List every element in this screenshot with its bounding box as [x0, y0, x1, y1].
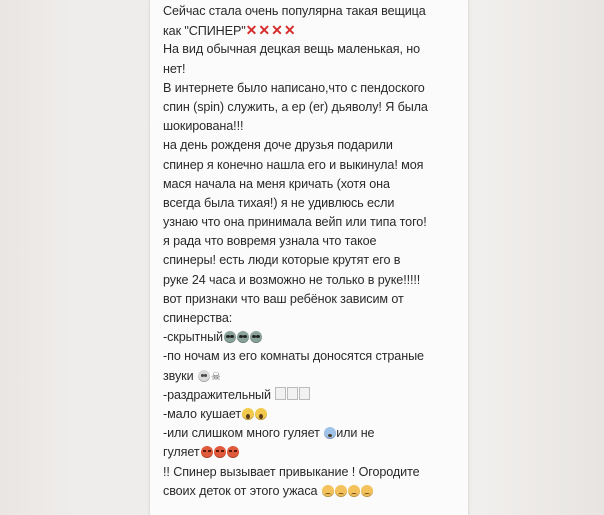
post-line [163, 98, 463, 117]
alien-emoji-icon [250, 331, 262, 343]
post-line [163, 136, 463, 155]
post-line-text: гуляет [163, 445, 200, 460]
sad-emoji-icon [361, 485, 373, 497]
post-line-text: спинеры! есть люди которые крутят его в [163, 253, 401, 268]
post-line-text: -раздражительный [163, 387, 275, 402]
post-line-text: звуки [163, 368, 197, 383]
angry-emoji-icon [227, 446, 239, 458]
alien-emoji-icon [224, 331, 236, 343]
post-line [163, 117, 463, 136]
post-line-text: нет! [163, 61, 186, 76]
post-line [163, 251, 463, 270]
post-line [163, 60, 463, 79]
red-cross-icons: ✕✕✕✕ [245, 22, 297, 39]
post-line-text: спин (spin) служить, а ер (er) дьяволу! Я была [163, 99, 428, 114]
angry-emoji-icon [214, 446, 226, 458]
post-line [163, 175, 463, 194]
post-line-text: всегда была тихая!) я не удивлюсь если [163, 195, 395, 210]
post-line-text: как "СПИНЕР" [163, 24, 246, 39]
post-line-text: Сейчас стала очень популярна такая вещица [163, 4, 426, 18]
post-text [163, 2, 463, 501]
post-line-text: !! Спинер вызывает привыкание ! Огородите [163, 464, 420, 479]
post-line-text: я рада что вовремя узнала что такое [163, 234, 377, 249]
post-line-text: своих деток от этого ужаса [163, 483, 321, 498]
post-line-text: На вид обычная децкая вещь маленькая, но [163, 42, 421, 57]
sad-emoji-icon [322, 485, 334, 497]
post-line [163, 2, 463, 21]
post-line [163, 21, 463, 40]
crossbones-emoji-icon: ☠ [210, 370, 221, 383]
scream-emoji-icon [242, 408, 254, 420]
post-line-text: спинер я конечно нашла его и выкинула! моя [163, 157, 424, 172]
skull-emoji-icon [198, 370, 210, 382]
post-line [163, 79, 463, 98]
post-line-text: вот признаки что ваш ребёнок зависим от [163, 291, 404, 306]
post-line [163, 156, 463, 175]
post-line [163, 424, 463, 443]
post-line [163, 309, 463, 328]
sad-emoji-icon [335, 485, 347, 497]
post-line-text: -скрытный [163, 330, 223, 345]
post-line-text: В интернете было написано,что с пендоского [163, 80, 425, 95]
post-line [163, 40, 463, 59]
scream-emoji-icon [255, 408, 267, 420]
post-line-text: -мало кушает [163, 406, 242, 421]
missing-glyph-box-icon [287, 387, 298, 400]
missing-glyph-box-icon [275, 387, 286, 400]
fear-emoji-icon [324, 427, 336, 439]
post-line-text: узнаю что она принимала вейп или типа того! [163, 215, 427, 230]
post-line [163, 482, 463, 501]
post-line [163, 347, 463, 366]
post-line [163, 194, 463, 213]
post-line-text: шокирована!!! [163, 119, 244, 134]
post-line-text: на день рожденя доче друзья подарили [163, 138, 393, 153]
post-line [163, 367, 463, 386]
post-line [163, 328, 463, 347]
post-line-text: мася начала на меня кричать (хотя она [163, 176, 390, 191]
post-line [163, 213, 463, 232]
sad-emoji-icon [348, 485, 360, 497]
post-line-text: руке 24 часа и возможно не только в руке!!!!! [163, 272, 421, 287]
post-line [163, 386, 463, 405]
post-line-text: -или слишком много гуляет [163, 426, 324, 441]
post-line [163, 271, 463, 290]
post-line [163, 232, 463, 251]
post-line-text: -по ночам из его комнаты доносятся страные [163, 349, 424, 364]
missing-glyph-box-icon [299, 387, 310, 400]
post-line [163, 463, 463, 482]
post-line-text: спинерства: [163, 311, 233, 325]
post-line-text-after: или не [336, 426, 375, 441]
angry-emoji-icon [201, 446, 213, 458]
post-line [163, 443, 463, 462]
post-line [163, 290, 463, 309]
alien-emoji-icon [237, 331, 249, 343]
post-line [163, 405, 463, 424]
